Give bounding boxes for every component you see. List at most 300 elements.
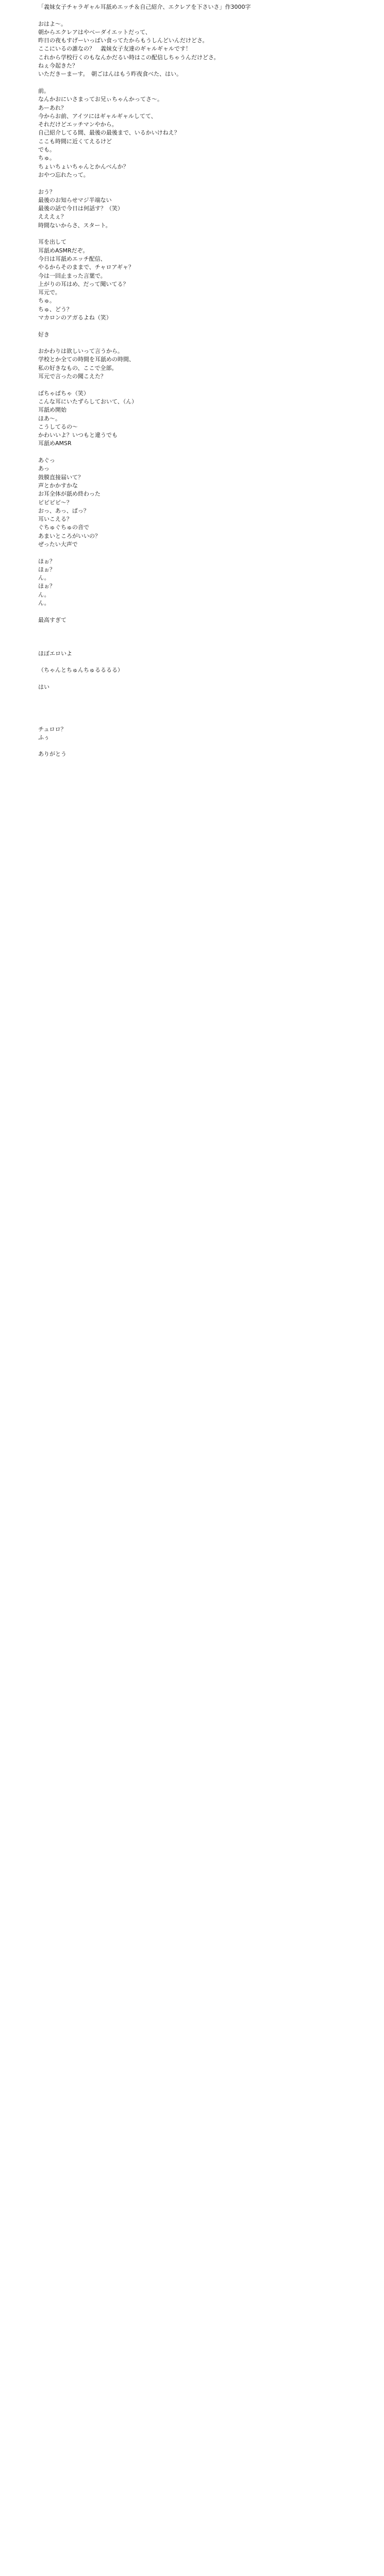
text-line <box>38 1204 368 1212</box>
text-line <box>38 1330 368 1338</box>
text-line <box>38 1195 368 1204</box>
text-line: あっ <box>38 465 49 472</box>
text-line: 耳を出して <box>38 239 66 246</box>
text-line <box>38 700 368 708</box>
text-line: 上がりの耳はめ、だって聞いてる？ <box>38 280 129 287</box>
text-line <box>38 1430 368 1438</box>
text-line: 耳いこえる？ <box>38 516 72 523</box>
text-line <box>38 1724 368 1733</box>
text-line <box>38 708 368 717</box>
text-line: 自己紹介してる間、最後の最後まで、いるかいけねえ？ <box>38 129 180 137</box>
text-line <box>38 2438 368 2446</box>
text-line <box>38 1498 368 1506</box>
text-line <box>38 1472 368 1481</box>
text-line: おう？ <box>38 188 55 195</box>
text-line <box>38 2379 368 2387</box>
text-line <box>38 1632 368 1640</box>
text-line <box>38 2102 368 2110</box>
text-line <box>38 1145 368 1153</box>
text-line <box>38 2530 368 2538</box>
text-line <box>38 2136 368 2144</box>
text-line <box>38 691 368 700</box>
text-line <box>38 1002 368 1010</box>
text-line <box>38 969 368 977</box>
text-line <box>38 2060 368 2069</box>
text-line <box>38 1229 368 1237</box>
text-line <box>38 2430 368 2438</box>
text-line <box>38 2127 368 2136</box>
text-line <box>38 1338 368 1346</box>
text-line <box>38 2312 368 2320</box>
text-line <box>38 1271 368 1279</box>
text-line: ぐちゅぐちゅの音で <box>38 524 89 531</box>
text-line <box>38 675 368 683</box>
text-line <box>38 1590 368 1598</box>
text-line <box>38 1321 368 1330</box>
text-line <box>38 2262 368 2270</box>
text-line: 耳元で。 <box>38 289 61 296</box>
text-line <box>38 2514 368 2522</box>
text-line <box>38 759 368 767</box>
text-line <box>38 1036 368 1044</box>
text-line <box>38 1716 368 1724</box>
text-line <box>38 1481 368 1489</box>
text-line <box>38 935 368 943</box>
text-line <box>38 2346 368 2354</box>
text-line <box>38 2027 368 2035</box>
text-line <box>38 1649 368 1657</box>
text-line <box>38 448 368 456</box>
text-line <box>38 2119 368 2127</box>
text-line <box>38 1842 368 1850</box>
text-line <box>38 2564 368 2572</box>
text-line <box>38 1800 368 1808</box>
text-line <box>38 2086 368 2094</box>
text-line <box>38 2497 368 2505</box>
text-line <box>38 868 368 876</box>
text-line <box>38 1279 368 1287</box>
text-line <box>38 994 368 1002</box>
text-line <box>38 641 368 650</box>
text-line <box>38 1791 368 1800</box>
text-line <box>38 1019 368 1027</box>
text-line <box>38 2522 368 2530</box>
text-line: 最後の話で今日は何話す？（笑） <box>38 205 123 212</box>
text-line <box>38 918 368 926</box>
text-line <box>38 11 368 20</box>
text-line <box>38 986 368 994</box>
text-line <box>38 826 368 834</box>
text-line: 好き <box>38 331 49 338</box>
text-line <box>38 1371 368 1380</box>
text-line <box>38 2295 368 2303</box>
text-line <box>38 952 368 960</box>
text-line <box>38 2505 368 2513</box>
text-line <box>38 2387 368 2396</box>
text-line: 今からお前、アイツにはギャルギャルしてて、 <box>38 112 157 120</box>
text-line <box>38 2287 368 2295</box>
text-line <box>38 2178 368 2186</box>
text-line <box>38 1691 368 1699</box>
text-line <box>38 2194 368 2202</box>
text-line <box>38 2186 368 2194</box>
text-line <box>38 1506 368 1514</box>
text-line <box>38 1943 368 1951</box>
text-line <box>38 1884 368 1892</box>
text-line <box>38 902 368 910</box>
text-line <box>38 1455 368 1464</box>
text-line: おかわりは欲しいって言うから。 <box>38 348 123 355</box>
text-line <box>38 801 368 809</box>
text-line <box>38 1137 368 1145</box>
text-line <box>38 1850 368 1858</box>
text-line <box>38 2329 368 2337</box>
text-line <box>38 1733 368 1741</box>
text-line: ほあ～。 <box>38 415 61 422</box>
text-line: かわいいよ？いつもと違うでも <box>38 432 118 439</box>
text-line <box>38 1556 368 1565</box>
text-line <box>38 1011 368 1019</box>
text-line <box>38 2488 368 2497</box>
text-line <box>38 2404 368 2413</box>
text-line <box>38 2396 368 2404</box>
text-line <box>38 1674 368 1682</box>
text-line <box>38 1304 368 1313</box>
text-line <box>38 1934 368 1942</box>
text-line: あーあれ？ <box>38 104 66 111</box>
text-line: いただきーまーす。 朝ごはんはもう昨夜食べた、はい。 <box>38 71 182 78</box>
text-line <box>38 1238 368 1246</box>
text-line <box>38 2278 368 2286</box>
text-line <box>38 851 368 859</box>
text-line <box>38 1120 368 1128</box>
text-line: （ちゃんとちゅんちゅるるるる） <box>38 667 123 674</box>
text-line <box>38 1422 368 1430</box>
text-line <box>38 633 368 641</box>
text-line: 時間ないからさ、スタート。 <box>38 222 111 229</box>
text-line: ほぉ？ <box>38 557 55 565</box>
text-line <box>38 1976 368 1985</box>
text-line: 最高すぎて <box>38 616 66 623</box>
text-line <box>38 1682 368 1690</box>
text-line <box>38 1287 368 1296</box>
text-line <box>38 2170 368 2178</box>
text-line: チュロロ？ <box>38 725 66 733</box>
text-line <box>38 2228 368 2236</box>
text-line <box>38 742 368 750</box>
text-line <box>38 1380 368 1388</box>
text-line <box>38 943 368 952</box>
text-line: でも。 <box>38 146 55 154</box>
text-line: 今日は耳舐めエッチ配信、 <box>38 255 106 262</box>
text-line <box>38 549 368 557</box>
text-line <box>38 834 368 842</box>
text-line: やるからそのままで、チャロアギャ？ <box>38 264 135 271</box>
text-line <box>38 1355 368 1363</box>
text-line <box>38 1514 368 1522</box>
text-line <box>38 1766 368 1774</box>
text-line <box>38 1179 368 1187</box>
text-line: 昨日の夜もすげーいっぱい食ってたからもうしんどいんだけどさ。 <box>38 37 208 44</box>
text-line <box>38 2018 368 2026</box>
text-line <box>38 2303 368 2312</box>
text-line: ん。 <box>38 591 50 598</box>
text-line <box>38 1783 368 1791</box>
text-line <box>38 2153 368 2161</box>
text-line <box>38 792 368 801</box>
text-line: お耳全体が舐め終わった <box>38 490 101 498</box>
text-line <box>38 1187 368 1195</box>
text-line <box>38 2413 368 2421</box>
text-line <box>38 1154 368 1162</box>
text-line: ありがとう <box>38 751 66 758</box>
text-line <box>38 1817 368 1825</box>
text-line <box>38 1825 368 1833</box>
text-line <box>38 1859 368 1867</box>
text-line: おやつ忘れたって。 <box>38 171 89 178</box>
text-line <box>38 1061 368 1069</box>
text-line <box>38 2010 368 2018</box>
text-line <box>38 2144 368 2153</box>
text-line <box>38 1607 368 1615</box>
text-line <box>38 1707 368 1716</box>
text-line <box>38 876 368 885</box>
text-line: これから学校行くのもなんかだるい時はこの配信しちゃうんだけどさ。 <box>38 54 220 61</box>
text-line <box>38 2111 368 2119</box>
text-line <box>38 1623 368 1632</box>
text-line <box>38 2371 368 2379</box>
text-line <box>38 2337 368 2346</box>
text-line <box>38 1128 368 1137</box>
text-line <box>38 1875 368 1884</box>
text-line <box>38 775 368 784</box>
text-line <box>38 1447 368 1455</box>
text-line <box>38 1363 368 1371</box>
text-line <box>38 2002 368 2010</box>
text-line <box>38 2480 368 2488</box>
text-line: 朝からエクレアはやべーダイエットだって、 <box>38 28 151 36</box>
text-line <box>38 1582 368 1590</box>
text-line <box>38 2211 368 2219</box>
text-line <box>38 1212 368 1221</box>
text-line <box>38 1405 368 1414</box>
document-body <box>38 3 368 2576</box>
text-line: ふぅ <box>38 734 49 741</box>
text-line <box>38 1103 368 1111</box>
text-line: ん。 <box>38 574 50 582</box>
text-line: ばちゃぱちゃ（笑） <box>38 389 89 397</box>
text-line <box>38 1414 368 1422</box>
text-line <box>38 1078 368 1086</box>
text-line <box>38 2555 368 2564</box>
text-line <box>38 1968 368 1976</box>
text-line: はい <box>38 684 49 691</box>
text-line <box>38 2203 368 2211</box>
text-line <box>38 1993 368 2001</box>
text-line <box>38 2077 368 2085</box>
text-line <box>38 230 368 238</box>
text-line <box>38 1086 368 1094</box>
text-line <box>38 1699 368 1707</box>
text-line <box>38 2236 368 2245</box>
text-line: 最後のお知らせマジ半端ない <box>38 196 112 204</box>
text-line <box>38 1565 368 1573</box>
text-line <box>38 1397 368 1405</box>
text-line <box>38 2219 368 2228</box>
text-line: ほぼエロいよ <box>38 650 72 657</box>
text-line <box>38 1221 368 1229</box>
text-line <box>38 1539 368 1548</box>
text-line: ぜったい大声で <box>38 541 78 548</box>
text-line <box>38 927 368 935</box>
text-line <box>38 1162 368 1170</box>
text-line: 声とかかすかな <box>38 482 78 489</box>
text-line <box>38 1388 368 1397</box>
text-line <box>38 2446 368 2454</box>
text-line <box>38 2069 368 2077</box>
text-line <box>38 1926 368 1934</box>
text-line <box>38 1070 368 1078</box>
text-line <box>38 2471 368 2480</box>
text-line <box>38 1464 368 1472</box>
text-line <box>38 2320 368 2329</box>
text-line: マカロンのアガるよね（笑） <box>38 314 112 321</box>
text-line <box>38 910 368 918</box>
text-line <box>38 1750 368 1758</box>
text-line <box>38 1263 368 1271</box>
text-line <box>38 1615 368 1623</box>
text-line: 耳舐めAMSR <box>38 440 72 447</box>
text-line <box>38 1985 368 1993</box>
text-line: ここにいるの誰なの？ 義妹女子友達のギャルギャルです！ <box>38 45 191 53</box>
text-line <box>38 1439 368 1447</box>
text-line: あぐっ <box>38 457 55 464</box>
text-line: 私の好きなもの、ここで全部。 <box>38 364 118 371</box>
text-line: ちゅ。 <box>38 297 55 304</box>
text-line <box>38 1951 368 1959</box>
text-line <box>38 893 368 901</box>
text-line <box>38 1170 368 1178</box>
text-line <box>38 843 368 851</box>
text-line <box>38 960 368 969</box>
text-line <box>38 1044 368 1053</box>
text-line: ほぉ？ <box>38 583 55 590</box>
text-line <box>38 1657 368 1665</box>
text-line: ピピピピ～？ <box>38 499 72 506</box>
text-line <box>38 79 368 87</box>
text-line <box>38 2043 368 2052</box>
text-line <box>38 607 368 616</box>
text-line <box>38 1254 368 1262</box>
text-line <box>38 2270 368 2278</box>
text-line <box>38 2245 368 2253</box>
document-title: 「義妹女子チャラギャル耳舐めエッチ＆自己紹介、エクレアを下さいさ」作3000字 <box>38 4 251 10</box>
text-line: えええぇ？ <box>38 213 66 221</box>
text-line: 耳舐め開始 <box>38 406 66 414</box>
text-line: なんかおにいさまってお兄ぃちゃんかってさ～。 <box>38 96 163 103</box>
text-line <box>38 1775 368 1783</box>
text-line: ちょいちょいちゃんとかんべんか？ <box>38 163 129 170</box>
text-line <box>38 809 368 818</box>
text-line <box>38 1313 368 1321</box>
text-line <box>38 1901 368 1909</box>
text-line <box>38 2253 368 2262</box>
text-line <box>38 1111 368 1120</box>
text-line <box>38 1573 368 1582</box>
text-line <box>38 2094 368 2102</box>
text-line <box>38 1959 368 1968</box>
text-line <box>38 784 368 792</box>
text-line: 耳舐めASMRだぞ。 <box>38 247 89 254</box>
text-line <box>38 624 368 633</box>
text-line: 今は一回止まった言葉で。 <box>38 272 106 279</box>
text-line <box>38 818 368 826</box>
text-line <box>38 322 368 330</box>
text-line <box>38 1598 368 1606</box>
text-line <box>38 1347 368 1355</box>
text-line: こうしてるの～ <box>38 423 78 430</box>
text-line: ちゅ。 <box>38 155 55 162</box>
text-line: 耳元で言ったの聞こえた？ <box>38 373 106 380</box>
text-line <box>38 381 368 389</box>
text-line <box>38 1758 368 1766</box>
text-line <box>38 2161 368 2169</box>
text-line <box>38 2035 368 2043</box>
text-line <box>38 1053 368 1061</box>
text-line <box>38 1666 368 1674</box>
text-line <box>38 1246 368 1254</box>
text-line: ここも時間に近くてえるけど <box>38 138 112 145</box>
text-line <box>38 2354 368 2362</box>
text-line <box>38 1741 368 1749</box>
text-line <box>38 1523 368 1531</box>
text-line: こんな耳にいたずらしておいて、（ん） <box>38 398 138 405</box>
text-line <box>38 658 368 666</box>
text-line <box>38 2463 368 2471</box>
text-line <box>38 1296 368 1304</box>
text-line <box>38 2455 368 2463</box>
text-line <box>38 1909 368 1917</box>
text-line <box>38 179 368 188</box>
text-line <box>38 1531 368 1539</box>
text-line: 鼓膜直接届いて？ <box>38 473 84 481</box>
text-line: ん。 <box>38 600 50 607</box>
text-line <box>38 1640 368 1649</box>
text-line <box>38 1892 368 1901</box>
text-line <box>38 1834 368 1842</box>
text-line <box>38 2421 368 2430</box>
text-line: 学校とか全ての時間を耳舐めの時間、 <box>38 356 135 363</box>
text-line: それだけどエッチマンやから。 <box>38 121 118 128</box>
text-line <box>38 885 368 893</box>
text-line <box>38 859 368 868</box>
text-line <box>38 1027 368 1036</box>
text-line <box>38 717 368 725</box>
text-line: ほぉ？ <box>38 566 55 573</box>
text-line: 前。 <box>38 87 49 94</box>
text-line <box>38 2539 368 2547</box>
text-line: おっ、あっ、ぱっ？ <box>38 507 89 514</box>
text-line <box>38 1808 368 1817</box>
text-line <box>38 1867 368 1875</box>
text-line: あまいところがいいの？ <box>38 532 101 539</box>
text-line <box>38 767 368 775</box>
text-line: ねぇ今起きた？ <box>38 62 78 70</box>
text-line <box>38 1095 368 1103</box>
text-line <box>38 1489 368 1498</box>
text-line <box>38 1918 368 1926</box>
text-line <box>38 339 368 347</box>
